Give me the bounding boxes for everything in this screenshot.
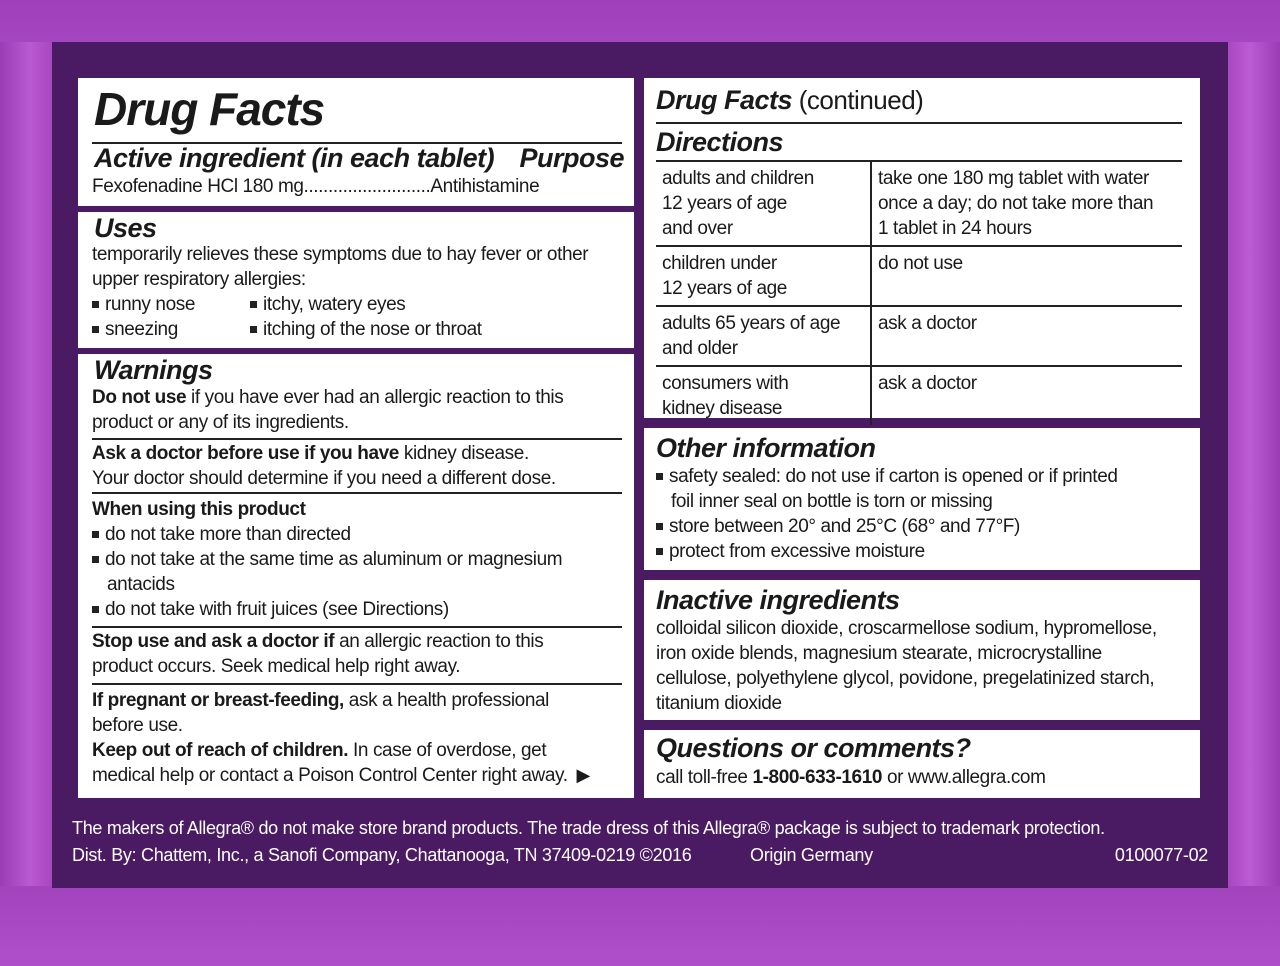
table-cell-what: take one 180 mg tablet with water once a day; do not take more than 1 tablet in 24 hours	[878, 168, 1154, 239]
other-information-list	[656, 464, 1118, 564]
active-ingredient-line	[92, 174, 539, 199]
packaging-top-band	[0, 0, 1280, 42]
questions-heading: Questions or comments?	[656, 733, 971, 763]
purpose-heading: Purpose	[519, 143, 624, 173]
continue-arrow-icon: ▶	[576, 765, 590, 785]
keep-out-line: medical help or contact a Poison Control Center right away.	[92, 765, 568, 786]
table-row	[656, 306, 1182, 366]
keep-out-label: Keep out of reach of children.	[92, 740, 349, 761]
uses-intro-line: temporarily relieves these symptoms due to hay fever or other	[92, 244, 589, 265]
bullet-icon	[92, 556, 99, 563]
uses-intro	[92, 242, 588, 292]
table-cell-what: do not use	[878, 253, 963, 274]
bullet-icon	[92, 326, 99, 333]
other-information-box	[644, 428, 1200, 570]
table-row	[656, 366, 1182, 425]
inactive-ingredients-text	[656, 616, 1157, 716]
table-row	[656, 246, 1182, 306]
bullet-icon	[656, 548, 663, 555]
keep-out-line: In case of overdose, get	[348, 740, 547, 761]
keep-out-text	[92, 738, 590, 788]
divider	[656, 122, 1182, 124]
symptom-item	[250, 292, 405, 317]
continued-suffix: (continued)	[792, 85, 924, 115]
do-not-use-label: Do not use	[92, 387, 187, 408]
when-using-section	[92, 497, 562, 622]
table-cell-who: consumers with kidney disease	[656, 366, 871, 425]
leader-dots: ..........................	[303, 176, 431, 197]
stop-use-line: product occurs. Seek medical help right away.	[92, 656, 461, 677]
inactive-ingredients-line: titanium dioxide	[656, 693, 782, 714]
questions-box	[644, 730, 1200, 798]
product-code: 0100077-02	[1114, 845, 1208, 865]
table-row	[656, 162, 1182, 246]
distributor-line: Dist. By: Chattem, Inc., a Sanofi Company, Chattanooga, TN 37409-0219 ©2016	[72, 845, 692, 865]
bullet-icon	[250, 301, 257, 308]
symptom-item	[92, 292, 195, 317]
divider	[92, 492, 622, 494]
when-using-item: antacids	[107, 574, 175, 595]
inactive-ingredients-line: cellulose, polyethylene glycol, povidone, pregelatinized starch,	[656, 668, 1155, 689]
bullet-icon	[656, 523, 663, 530]
inactive-ingredients-heading: Inactive ingredients	[656, 585, 900, 615]
bullet-icon	[92, 301, 99, 308]
phone-number: 1-800-633-1610	[752, 767, 883, 788]
divider	[92, 626, 622, 628]
directions-heading: Directions	[656, 127, 784, 157]
symptom-text: itchy, watery eyes	[263, 294, 406, 315]
bullet-icon	[92, 606, 99, 613]
drug-facts-header-box	[78, 78, 634, 206]
symptom-item	[250, 317, 482, 342]
directions-box	[644, 78, 1200, 418]
bullet-icon	[250, 326, 257, 333]
website-text: or www.allegra.com	[882, 767, 1046, 788]
when-using-item: do not take more than directed	[105, 524, 351, 545]
other-information-item: store between 20° and 25°C (68° and 77°F)	[669, 516, 1020, 537]
table-cell-who: children under 12 years of age	[656, 246, 871, 306]
when-using-item: do not take at the same time as aluminum or magnesium	[105, 549, 563, 570]
uses-box	[78, 212, 634, 348]
other-information-item: protect from excessive moisture	[669, 541, 925, 562]
symptom-item	[92, 317, 178, 342]
trademark-notice: The makers of Allegra® do not make store brand products. The trade dress of this Allegra® package is subject to trademark protection.	[72, 818, 1105, 838]
when-using-item: do not take with fruit juices (see Directions)	[105, 599, 449, 620]
pregnant-line: ask a health professional	[343, 690, 549, 711]
inactive-ingredients-box	[644, 580, 1200, 720]
questions-prefix: call toll-free	[656, 767, 753, 788]
continued-title	[656, 84, 923, 116]
table-cell-who: adults 65 years of age and older	[656, 306, 871, 366]
symptom-text: itching of the nose or throat	[263, 319, 482, 340]
bullet-icon	[656, 473, 663, 480]
active-ingredient: Fexofenadine HCl 180 mg	[92, 176, 304, 197]
other-information-item: safety sealed: do not use if carton is opened or if printed	[669, 466, 1118, 487]
packaging-bottom-band	[0, 886, 1280, 966]
ask-doctor-line: kidney disease.	[398, 443, 529, 464]
symptom-text: sneezing	[105, 319, 178, 340]
when-using-heading: When using this product	[92, 499, 306, 520]
table-cell-what: ask a doctor	[878, 313, 977, 334]
ask-doctor-label: Ask a doctor before use if you have	[92, 443, 399, 464]
stop-use-line: an allergic reaction to this	[334, 631, 544, 652]
bullet-icon	[92, 531, 99, 538]
uses-intro-line: upper respiratory allergies:	[92, 269, 306, 290]
do-not-use-text	[92, 385, 563, 435]
other-information-item: foil inner seal on bottle is torn or missing	[671, 491, 993, 512]
ask-doctor-text	[92, 441, 556, 491]
pregnant-label: If pregnant or breast-feeding,	[92, 690, 344, 711]
table-cell-who: adults and children 12 years of age and over	[656, 162, 871, 246]
warnings-box	[78, 354, 634, 798]
do-not-use-line: if you have ever had an allergic reaction to this	[186, 387, 564, 408]
ask-doctor-line: Your doctor should determine if you need a different dose.	[92, 468, 556, 489]
purpose-value: Antihistamine	[430, 176, 540, 197]
drug-facts-title: Drug Facts	[94, 83, 325, 135]
inactive-ingredients-line: colloidal silicon dioxide, croscarmellose sodium, hypromellose,	[656, 618, 1157, 639]
divider	[92, 683, 622, 685]
do-not-use-line: product or any of its ingredients.	[92, 412, 349, 433]
pregnant-line: before use.	[92, 715, 183, 736]
stop-use-label: Stop use and ask a doctor if	[92, 631, 335, 652]
warnings-heading: Warnings	[94, 355, 213, 385]
pregnant-text	[92, 688, 549, 738]
drug-facts-panel	[52, 42, 1228, 888]
directions-table	[656, 162, 1182, 425]
active-ingredient-heading: Active ingredient (in each tablet)	[94, 143, 495, 173]
stop-use-text	[92, 629, 543, 679]
symptom-text: runny nose	[105, 294, 196, 315]
questions-contact	[656, 765, 1046, 790]
divider	[92, 438, 622, 440]
origin-text: Origin Germany	[750, 845, 873, 865]
continued-title-text: Drug Facts	[656, 85, 793, 115]
inactive-ingredients-line: iron oxide blends, magnesium stearate, microcrystalline	[656, 643, 1102, 664]
table-cell-what: ask a doctor	[878, 373, 977, 394]
other-information-heading: Other information	[656, 433, 876, 463]
uses-heading: Uses	[94, 213, 157, 243]
